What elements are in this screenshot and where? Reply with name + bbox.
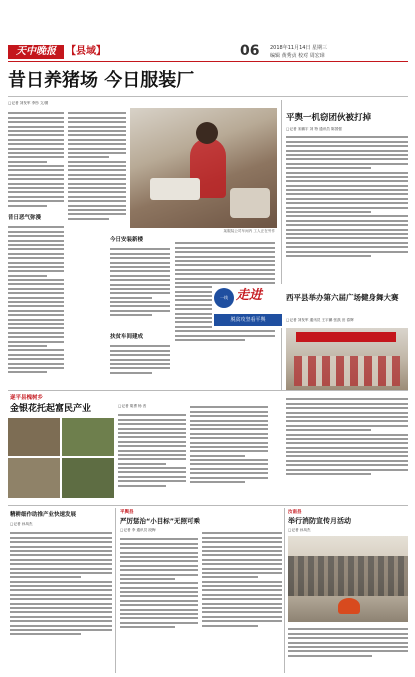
right-mid-body [286, 396, 408, 501]
lead-byline: □记者 刘发军 李彤 文/图 [8, 101, 49, 105]
field-photo-1 [8, 418, 60, 456]
bottom-mid-kicker: 平舆县 [120, 510, 134, 515]
lead-photo-caption: 某服装公司车间内 工人正在劳作 [223, 229, 275, 233]
column-divider-right [281, 100, 282, 390]
fabric-pile [230, 188, 270, 218]
bottom-divider-2 [284, 508, 285, 673]
bottom-right-kicker: 汝南县 [288, 510, 302, 515]
section-divider-bottom [8, 505, 408, 506]
paper-name: 天中晚报 [8, 45, 64, 59]
right-top-byline: □记者 宋鹏宇 刘 特 通讯员 陈国强 [286, 127, 342, 131]
lead-rule [8, 96, 408, 97]
bottom-mid-body-1 [120, 536, 198, 670]
field-photo-4 [62, 458, 114, 498]
left-mid-headline: 金银花托起富民产业 [10, 404, 92, 414]
lead-subhead-1: 昔日恶气弥漫 [8, 215, 42, 221]
bottom-mid-headline: 严厉惩治“小目标”无照可乘 [120, 517, 201, 525]
lead-subhead-2: 今日安装新楼 [110, 237, 144, 243]
bottom-left-headline: 精耕细作助推产业快速发展 [10, 512, 77, 518]
date-line: 2018年11月14日 星期三 [270, 45, 328, 51]
bottom-right-headline: 举行消防宣传月活动 [288, 517, 351, 525]
bottom-left-byline: □记者 孙凤杰 [10, 522, 33, 526]
left-mid-photo-grid [8, 418, 114, 498]
fire-display [338, 598, 360, 614]
bottom-left-body [10, 530, 112, 670]
left-mid-body-1 [118, 412, 186, 502]
lead-column-2 [68, 110, 126, 235]
left-mid-body-2 [190, 404, 268, 502]
banner-label: 一线 [220, 295, 228, 300]
right-mid-headline: 西平县举办第六届广场健身舞大赛 [286, 293, 399, 302]
section-name: 【县域】 [66, 46, 106, 57]
crowd [288, 556, 408, 596]
lead-column-1 [8, 110, 64, 215]
banner-ad [212, 284, 282, 328]
section-divider-mid [8, 390, 408, 391]
banner-slogan-2: 脱贫攻坚看平舆 [214, 314, 282, 326]
lead-subhead-3: 扶贫车间建成 [110, 334, 144, 340]
lead-headline: 昔日养猪场 今日服装厂 [8, 70, 195, 91]
bottom-right-body [288, 626, 408, 672]
lead-column-3b [110, 343, 170, 385]
lead-column-1b [8, 224, 64, 384]
field-photo-3 [8, 458, 60, 498]
sewing-machine [150, 178, 200, 200]
worker-head [196, 122, 218, 144]
field-photo-2 [62, 418, 114, 456]
left-mid-byline: □记者 胡勇 杨 晋 [118, 404, 147, 408]
editor-line: 编辑 黄秀贞 校对 周宏璋 [270, 53, 325, 59]
left-mid-kicker: 遂平县槐树乡 [10, 395, 44, 401]
banner-slogan-1: 走进 [236, 288, 263, 303]
right-top-body [286, 134, 408, 284]
lead-photo [130, 108, 277, 228]
lead-column-3 [110, 246, 170, 332]
bottom-right-photo [288, 536, 408, 622]
bottom-divider-1 [115, 508, 116, 673]
bottom-mid-body-2 [202, 530, 282, 670]
right-mid-photo [286, 328, 408, 390]
dancers [294, 356, 400, 386]
right-mid-byline: □记者 刘发军 通讯员 王宇鹏 张凯 田 春辉 [286, 318, 354, 322]
masthead [8, 42, 408, 62]
stage-banner [296, 332, 396, 342]
bottom-mid-byline: □记者 李 通讯员 段梅 [120, 528, 156, 532]
page-number: 06 [240, 43, 260, 59]
bottom-right-byline: □记者 孙凤杰 [288, 528, 311, 532]
right-top-headline: 平舆一机窃团伙被打掉 [286, 113, 372, 123]
